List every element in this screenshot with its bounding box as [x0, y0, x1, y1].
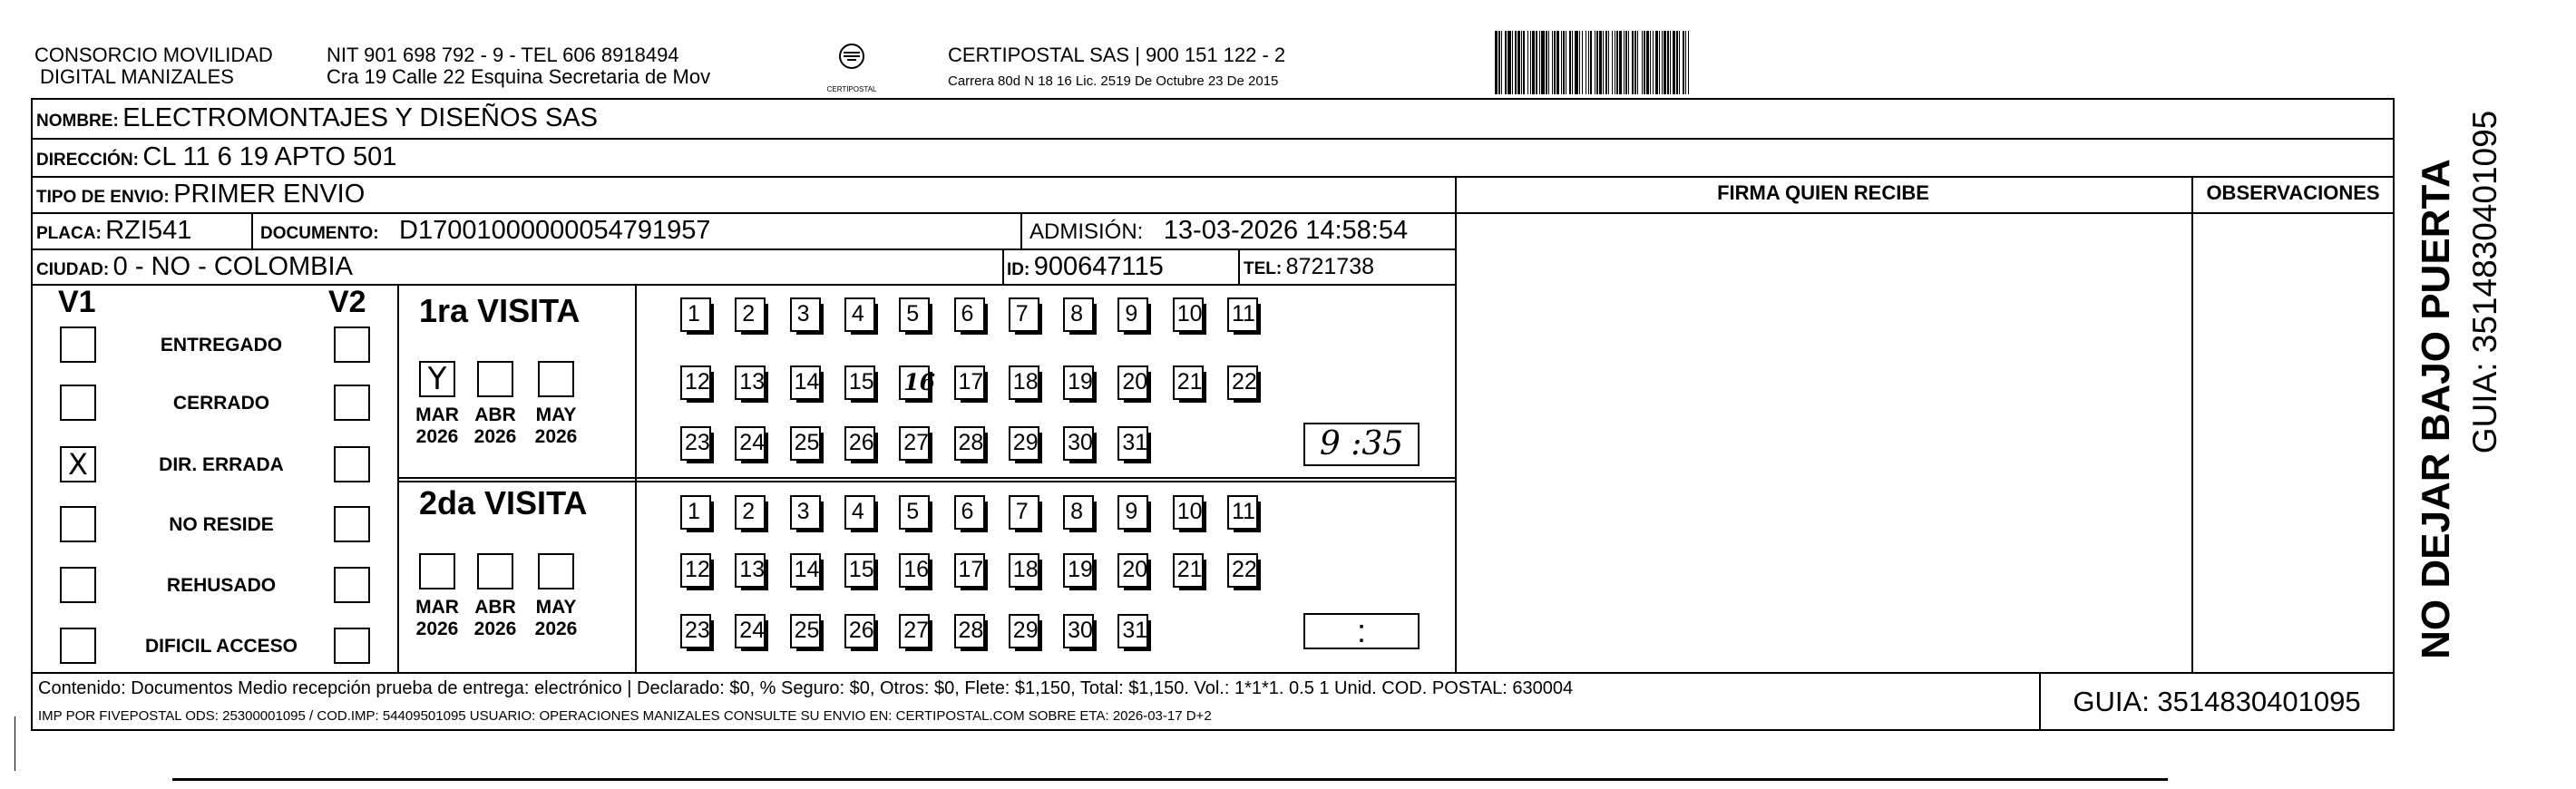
v1-label: V1 — [58, 285, 96, 319]
month-name: ABR — [474, 597, 516, 618]
month-checkbox[interactable] — [538, 361, 574, 397]
nombre-value: ELECTROMONTAJES Y DISEÑOS SAS — [122, 103, 598, 132]
day-box[interactable]: 11 — [1227, 495, 1258, 530]
id-label: ID: — [1007, 260, 1030, 279]
direccion-value: CL 11 6 19 APTO 501 — [142, 142, 397, 171]
month-year: 2026 — [415, 619, 459, 639]
day-box[interactable]: 9 — [1117, 495, 1148, 530]
nombre-label: NOMBRE: — [36, 112, 119, 131]
month-label — [468, 597, 522, 640]
v1-checkbox[interactable] — [60, 567, 96, 603]
v1-checkbox[interactable] — [60, 385, 96, 421]
day-box[interactable]: 29 — [1009, 426, 1039, 461]
v1-checkbox[interactable] — [60, 506, 96, 542]
day-box[interactable]: 14 — [790, 553, 821, 588]
observaciones-header: OBSERVACIONES — [2206, 181, 2380, 204]
id-value: 900647115 — [1033, 252, 1164, 281]
day-box[interactable]: 9 — [1117, 297, 1148, 332]
v1-checkbox[interactable] — [60, 326, 96, 363]
day-box[interactable]: 11 — [1227, 297, 1258, 332]
direccion-label: DIRECCIÓN: — [36, 151, 139, 170]
day-box[interactable]: 17 — [954, 553, 985, 588]
certipostal-logo-icon — [825, 40, 878, 91]
day-box[interactable]: 22 — [1227, 365, 1258, 400]
day-box[interactable]: 26 — [844, 614, 875, 648]
month-name: MAR — [415, 404, 459, 425]
day-box[interactable]: 18 — [1009, 365, 1039, 400]
day-box[interactable]: 16 — [899, 365, 930, 400]
day-box[interactable]: 4 — [844, 297, 875, 332]
day-box[interactable]: 7 — [1009, 297, 1039, 332]
ciudad-label: CIUDAD: — [36, 260, 110, 279]
v2-checkbox[interactable] — [334, 385, 370, 421]
day-box[interactable]: 28 — [954, 614, 985, 648]
v2-checkbox[interactable] — [334, 628, 370, 664]
day-box[interactable]: 15 — [844, 365, 875, 400]
day-box[interactable]: 4 — [844, 495, 875, 530]
day-box[interactable]: 16 — [899, 553, 930, 588]
side-guia-text: GUIA: 3514830401095 — [2466, 110, 2503, 454]
day-box[interactable]: 25 — [790, 426, 821, 461]
v2-checkbox[interactable] — [334, 326, 370, 363]
day-box[interactable]: 13 — [735, 365, 766, 400]
day-box[interactable]: 28 — [954, 426, 985, 461]
day-box[interactable]: 24 — [735, 426, 766, 461]
visit1-title: 1ra VISITA — [419, 292, 581, 329]
visit2-title: 2da VISITA — [419, 484, 588, 521]
day-box[interactable]: 18 — [1009, 553, 1039, 588]
day-box[interactable]: 12 — [680, 553, 711, 588]
placa-label: PLACA: — [36, 224, 102, 243]
side-warning-text: NO DEJAR BAJO PUERTA — [2414, 159, 2458, 659]
day-box[interactable]: 24 — [735, 614, 766, 648]
day-box[interactable]: 7 — [1009, 495, 1039, 530]
day-box[interactable]: 14 — [790, 365, 821, 400]
v2-checkbox[interactable] — [334, 446, 370, 482]
placa-value: RZI541 — [105, 216, 192, 245]
month-name: ABR — [474, 404, 516, 425]
status-option-label: CERRADO — [172, 393, 270, 414]
day-box[interactable]: 29 — [1009, 614, 1039, 648]
admision-value: 13-03-2026 14:58:54 — [1163, 216, 1409, 245]
day-box[interactable]: 21 — [1173, 553, 1204, 588]
month-name: MAR — [415, 597, 459, 618]
v2-checkbox[interactable] — [334, 506, 370, 542]
month-label — [529, 404, 583, 448]
footer-guia: GUIA: 3514830401095 — [2073, 686, 2361, 717]
logo-text: CERTIPOSTAL — [826, 85, 877, 93]
day-box[interactable]: 30 — [1063, 614, 1094, 648]
month-checkbox[interactable] — [419, 553, 455, 589]
tipo-envio-value: PRIMER ENVIO — [173, 180, 366, 209]
month-name: MAY — [535, 597, 577, 618]
day-box[interactable]: 1 — [680, 297, 711, 332]
day-box[interactable]: 30 — [1063, 426, 1094, 461]
month-year: 2026 — [415, 426, 459, 447]
day-box[interactable]: 27 — [899, 614, 930, 648]
visit1-time[interactable]: 9 :35 — [1303, 423, 1420, 466]
carrier-line1: CERTIPOSTAL SAS | 900 151 122 - 2 — [948, 44, 1286, 66]
day-box[interactable]: 3 — [790, 495, 821, 530]
v2-checkbox[interactable] — [334, 567, 370, 603]
barcode — [1495, 31, 1692, 94]
day-box[interactable]: 19 — [1063, 553, 1094, 588]
firma-header: FIRMA QUIEN RECIBE — [1717, 181, 1929, 204]
status-option-label: DIR. ERRADA — [159, 454, 284, 475]
day-box[interactable]: 1 — [680, 495, 711, 530]
day-box[interactable]: 23 — [680, 614, 711, 648]
v1-checkbox[interactable]: X — [60, 446, 96, 482]
day-box[interactable]: 12 — [680, 365, 711, 400]
day-box[interactable]: 31 — [1117, 614, 1148, 648]
day-box[interactable]: 8 — [1063, 495, 1094, 530]
day-box[interactable]: 31 — [1117, 426, 1148, 461]
day-box[interactable]: 8 — [1063, 297, 1094, 332]
month-year: 2026 — [473, 426, 517, 447]
day-box[interactable]: 27 — [899, 426, 930, 461]
month-checkbox[interactable] — [477, 361, 513, 397]
status-option-label: DIFICIL ACCESO — [144, 636, 298, 657]
day-box[interactable]: 21 — [1173, 365, 1204, 400]
day-box[interactable]: 2 — [735, 297, 766, 332]
month-name: MAY — [535, 404, 577, 425]
day-box[interactable]: 19 — [1063, 365, 1094, 400]
admision-label: ADMISIÓN: — [1029, 219, 1144, 244]
status-option-label: ENTREGADO — [160, 335, 283, 356]
day-box[interactable]: 13 — [735, 553, 766, 588]
month-label — [529, 597, 583, 640]
company-name-line1: CONSORCIO MOVILIDAD — [34, 44, 273, 66]
day-box[interactable]: 17 — [954, 365, 985, 400]
documento-value: D17001000000054791957 — [399, 216, 711, 245]
tipo-envio-label: TIPO DE ENVIO: — [36, 188, 170, 207]
status-option-label: REHUSADO — [166, 575, 277, 596]
month-year: 2026 — [473, 619, 517, 639]
address-line: Cra 19 Calle 22 Esquina Secretaria de Mov — [327, 65, 711, 88]
status-option-label: NO RESIDE — [169, 514, 274, 535]
month-label — [410, 404, 464, 448]
month-label — [410, 597, 464, 640]
footer-info-line: IMP POR FIVEPOSTAL ODS: 25300001095 / COD.IMP: 54409501095 USUARIO: OPERACIONES MANIZALES CONSULTE SU ENVIO EN: CERTIPOSTAL.COM SOBRE ETA: 2026-03-17 D+2 — [38, 708, 1212, 724]
month-year: 2026 — [534, 426, 578, 447]
day-box[interactable]: 5 — [899, 495, 930, 530]
month-checkbox[interactable] — [538, 553, 574, 589]
month-year: 2026 — [534, 619, 578, 639]
day-box[interactable]: 5 — [899, 297, 930, 332]
month-checkbox[interactable] — [477, 553, 513, 589]
day-box[interactable]: 20 — [1117, 553, 1148, 588]
day-box[interactable]: 10 — [1173, 495, 1204, 530]
v1-checkbox[interactable] — [60, 628, 96, 664]
day-box[interactable]: 26 — [844, 426, 875, 461]
day-box[interactable]: 15 — [844, 553, 875, 588]
barcode-bar — [1689, 31, 1692, 94]
tel-label: TEL: — [1244, 259, 1283, 278]
cut-line — [172, 778, 2168, 781]
tel-value: 8721738 — [1285, 254, 1374, 279]
nit-line: NIT 901 698 792 - 9 - TEL 606 8918494 — [327, 44, 679, 66]
day-box[interactable]: 25 — [790, 614, 821, 648]
carrier-line2: Carrera 80d N 18 16 Lic. 2519 De Octubre 23 De 2015 — [948, 73, 1279, 89]
visit2-time[interactable]: : — [1303, 613, 1420, 649]
day-box[interactable]: 6 — [954, 495, 985, 530]
day-box[interactable]: 20 — [1117, 365, 1148, 400]
month-label — [468, 404, 522, 448]
footer-content-line: Contenido: Documentos Medio recepción prueba de entrega: electrónico | Declarado: $0, % Seguro: $0, Otros: $0, Flete: $1,150, Total: $1,150. Vol.: 1*1*1. 0.5 1 Unid. COD. POSTAL: 630004 — [38, 678, 1574, 698]
day-box[interactable]: 23 — [680, 426, 711, 461]
company-name-line2: DIGITAL MANIZALES — [40, 65, 234, 88]
v2-label: V2 — [328, 285, 366, 319]
ciudad-value: 0 - NO - COLOMBIA — [112, 252, 353, 281]
day-box[interactable]: 6 — [954, 297, 985, 332]
documento-label: DOCUMENTO: — [260, 224, 379, 243]
day-box[interactable]: 3 — [790, 297, 821, 332]
month-checkbox[interactable]: Y — [419, 361, 455, 397]
day-box[interactable]: 2 — [735, 495, 766, 530]
day-box[interactable]: 10 — [1173, 297, 1204, 332]
day-box[interactable]: 22 — [1227, 553, 1258, 588]
